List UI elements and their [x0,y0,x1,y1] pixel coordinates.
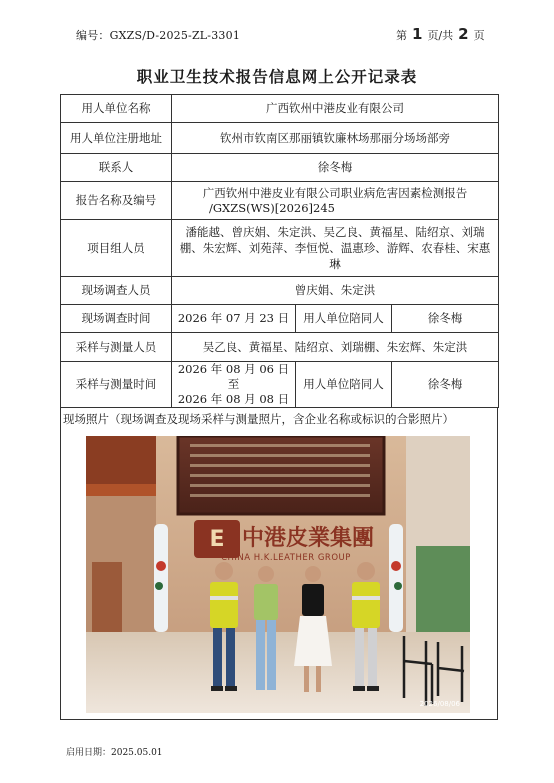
page-prefix: 第 [396,29,407,42]
team-label: 项目组人员 [61,220,172,277]
survey-staff-value: 曾庆娟、朱定洪 [172,277,499,305]
contact-label: 联系人 [61,154,172,182]
survey-escort-value: 徐冬梅 [392,305,499,333]
sampling-escort-value: 徐冬梅 [392,362,499,408]
report-name-value [172,182,499,220]
site-photo-illustration [86,436,470,713]
page-current: 1 [412,25,423,43]
disclosure-form-table [60,94,499,408]
contact-value: 徐冬梅 [172,154,499,182]
form-title: 职业卫生技术报告信息网上公开记录表 [136,67,418,86]
survey-staff-label: 现场调查人员 [61,277,172,305]
site-photo-cell [60,408,498,720]
sign-chinese: 中港皮業集團 [241,526,375,551]
sampling-escort-label: 用人单位陪同人 [296,362,392,408]
enable-date: 启用日期：2025.05.01 [66,748,163,758]
sampling-time-label: 采样与测量时间 [61,362,172,408]
sampling-time-value [172,362,296,408]
sign-english: CHINA H.K.LEATHER GROUP [221,553,351,563]
document-number: 编号：GXZS/D-2025-ZL-3301 [76,29,241,42]
report-name-label: 报告名称及编号 [61,182,172,220]
svg-text:E: E [209,527,225,552]
team-value: 潘能越、曾庆娟、朱定洪、吴乙良、黄福星、陆绍京、刘瑞棚、朱宏辉、刘苑萍、李恒悦、温惠珍、游辉、农春桂、宋惠琳 [172,220,499,277]
unit-name-value: 广西钦州中港皮业有限公司 [172,95,499,123]
unit-address-value: 钦州市钦南区那丽镇钦廉林场那丽分场场部旁 [172,123,499,154]
page-suffix: 页 [473,29,485,42]
photo-timestamp: 2026/08/06 [419,700,460,708]
sampling-time-line2: 2026 年 08 月 08 日 [177,392,290,406]
survey-time-value: 2026 年 07 月 23 日 [172,305,296,333]
unit-address-label: 用人单位注册地址 [61,123,172,154]
page-total: 2 [458,25,469,43]
page-middle: 页/共 [427,29,454,42]
sampling-staff-label: 采样与测量人员 [61,333,172,362]
survey-escort-label: 用人单位陪同人 [296,305,392,333]
survey-time-label: 现场调查时间 [61,305,172,333]
site-photo [86,436,470,713]
site-photo-label: 现场照片（现场调查及现场采样与测量照片，含企业名称或标识的合影照片） [63,412,454,426]
unit-name-label: 用人单位名称 [61,95,172,123]
report-name-line2: /GXZS(WS)[2026]245 [209,200,335,215]
page-indicator [396,25,485,43]
sampling-time-line1: 2026 年 08 月 06 日至 [177,362,290,391]
sampling-staff-value: 吴乙良、黄福星、陆绍京、刘瑞棚、朱宏辉、朱定洪 [172,333,499,362]
report-name-line1: 广西钦州中港皮业有限公司职业病危害因素检测报告 [202,185,468,200]
